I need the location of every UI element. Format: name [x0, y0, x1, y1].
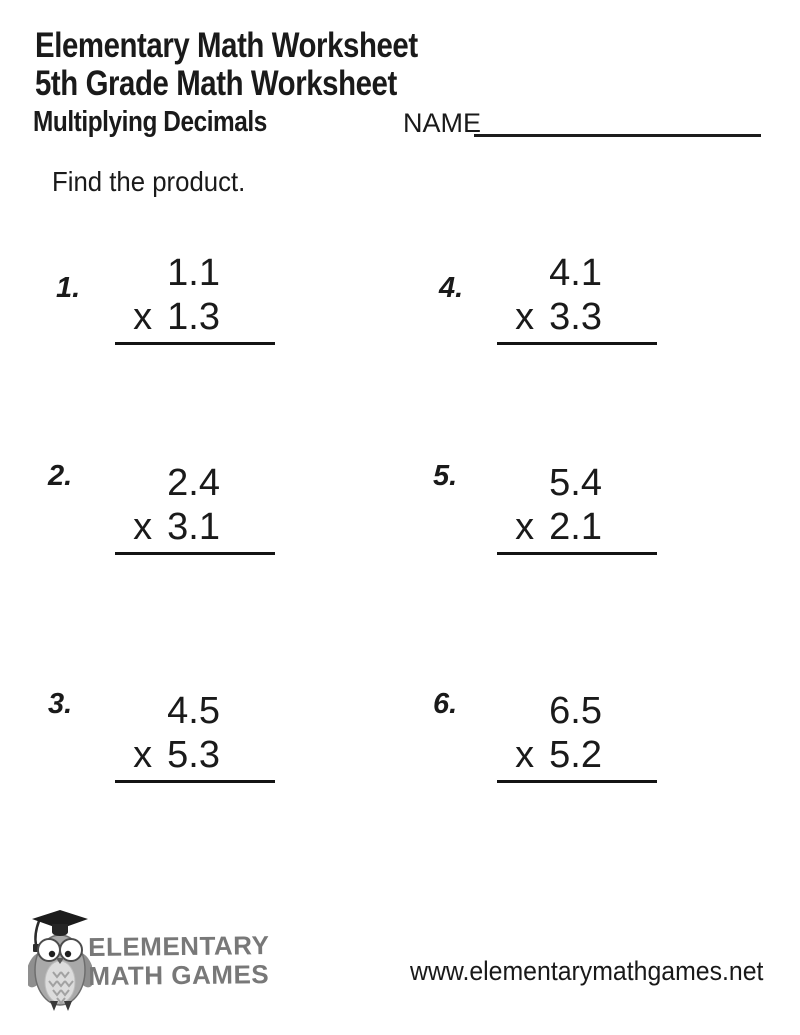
problem-3-number: 3.: [48, 688, 73, 720]
problem-3-answer-line[interactable]: [115, 734, 275, 783]
page-title: Elementary Math Worksheet: [35, 26, 418, 65]
logo-line1: ELEMENTARY: [87, 930, 270, 962]
problem-1-answer-line[interactable]: [115, 296, 275, 345]
problem-4-multiplier: 3.3: [549, 296, 602, 338]
problem-1-multiplicand: 1.1: [167, 252, 220, 294]
problem-4: [497, 250, 657, 345]
multiply-sign-icon: x: [515, 296, 535, 338]
page-subtitle: 5th Grade Math Worksheet: [35, 64, 397, 103]
worksheet-topic: Multiplying Decimals: [33, 106, 267, 138]
logo-wordmark: [88, 931, 270, 991]
problem-2-multiplier: 3.1: [167, 506, 220, 548]
problem-5-multiplicand: 5.4: [549, 462, 602, 504]
multiply-sign-icon: x: [133, 506, 153, 548]
instruction-text: Find the product.: [52, 166, 246, 197]
problem-5: [497, 460, 657, 555]
owl-graduation-cap-icon: [28, 908, 92, 1012]
name-fill-in-line[interactable]: [474, 106, 761, 137]
problem-4-number: 4.: [439, 272, 464, 304]
problem-5-answer-line[interactable]: [497, 506, 657, 555]
problem-4-multiplicand: 4.1: [549, 252, 602, 294]
problem-1: [115, 250, 275, 345]
problem-2: [115, 460, 275, 555]
logo-line2: MATH GAMES: [88, 959, 270, 991]
problem-3-multiplier: 5.3: [167, 734, 220, 776]
website-url: www.elementarymathgames.net: [410, 956, 764, 986]
problem-3-multiplicand: 4.5: [167, 690, 220, 732]
problem-2-multiplicand: 2.4: [167, 462, 220, 504]
multiply-sign-icon: x: [133, 296, 153, 338]
multiply-sign-icon: x: [133, 734, 153, 776]
multiply-sign-icon: x: [515, 506, 535, 548]
problem-6-multiplier: 5.2: [549, 734, 602, 776]
problem-6-answer-line[interactable]: [497, 734, 657, 783]
problem-2-answer-line[interactable]: [115, 506, 275, 555]
problem-4-answer-line[interactable]: [497, 296, 657, 345]
problem-5-number: 5.: [433, 460, 458, 492]
problem-3: [115, 688, 275, 783]
problem-2-number: 2.: [48, 460, 73, 492]
problem-1-multiplier: 1.3: [167, 296, 220, 338]
problem-6: [497, 688, 657, 783]
problem-6-multiplicand: 6.5: [549, 690, 602, 732]
problem-6-number: 6.: [433, 688, 458, 720]
name-label: NAME: [403, 108, 482, 138]
multiply-sign-icon: x: [515, 734, 535, 776]
problem-5-multiplier: 2.1: [549, 506, 602, 548]
problem-1-number: 1.: [56, 272, 81, 304]
